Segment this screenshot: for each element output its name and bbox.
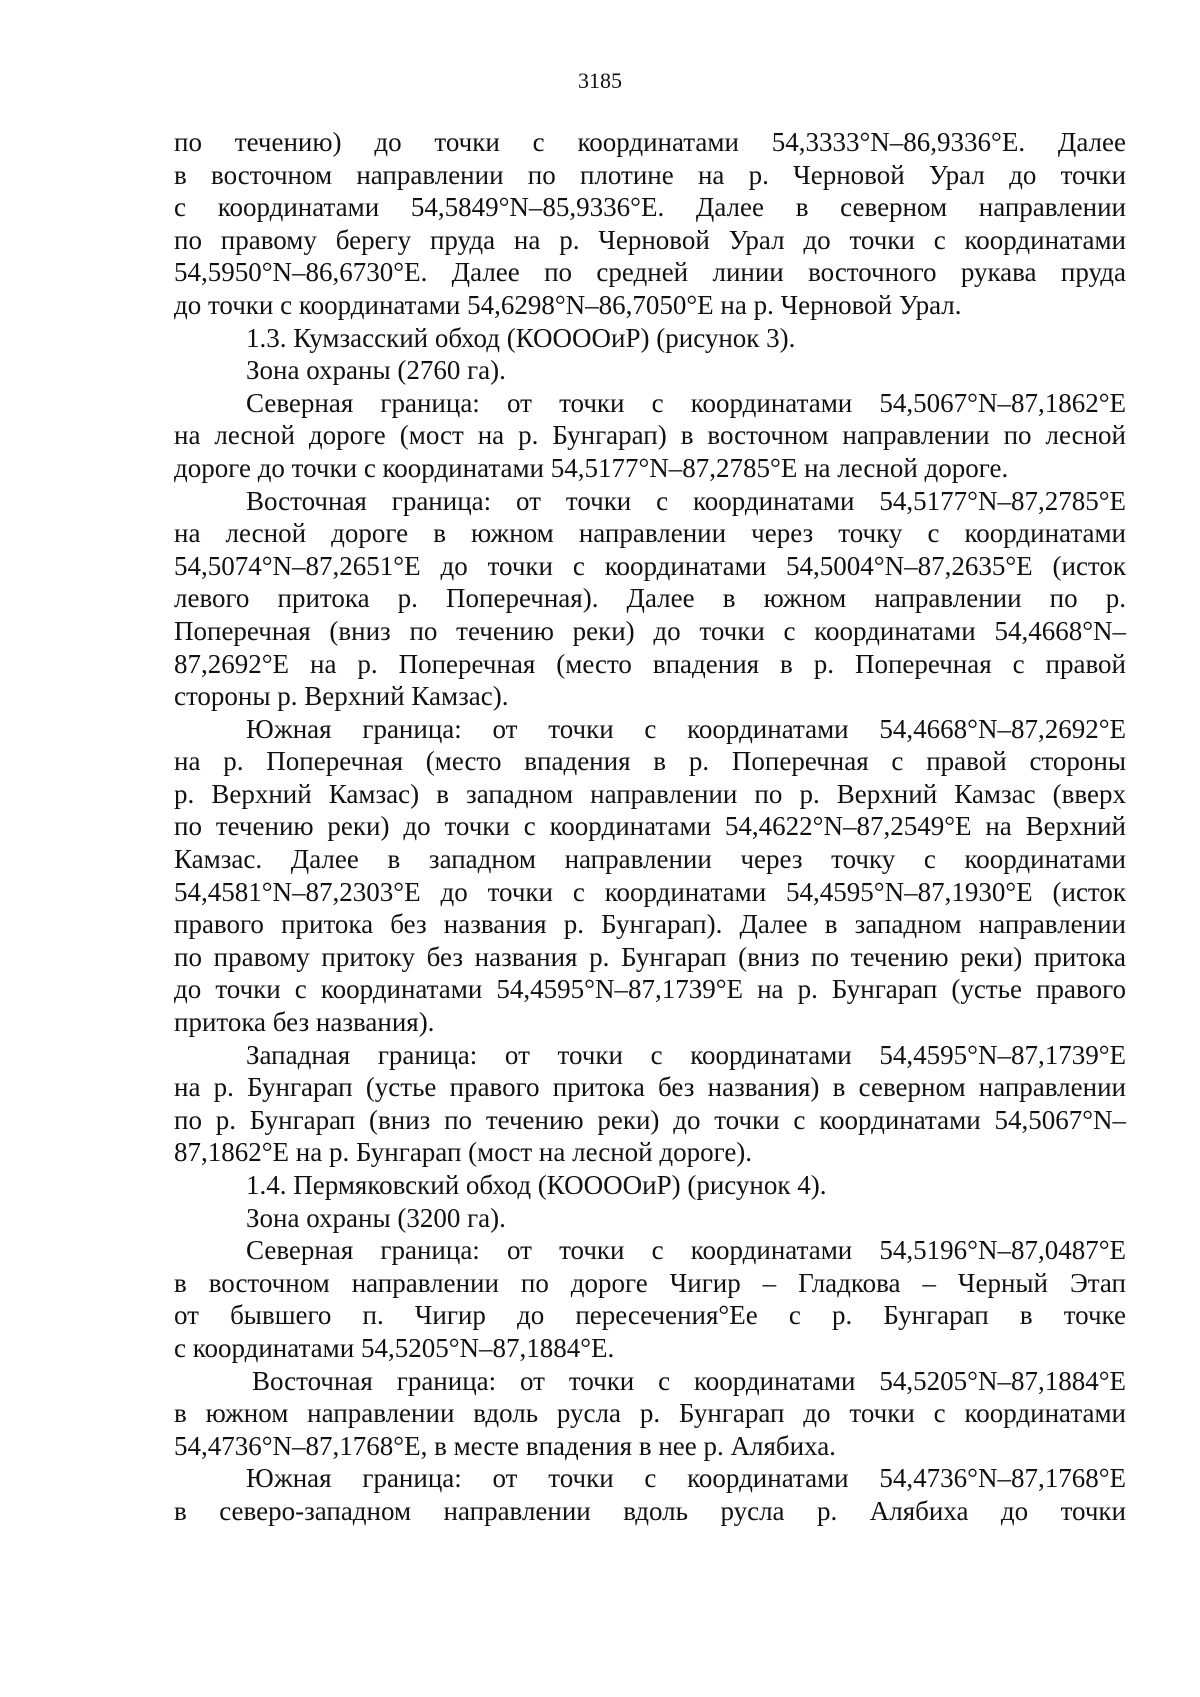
protection-zone: Зона охраны (2760 га). [246,355,506,386]
page-number: 3185 [578,68,622,93]
text-line: на лесной дороге в южном направлении через точку с координатами [174,518,1126,549]
text-line: в северо-западном направлении вдоль русла р. Алябиха до точки [174,1495,1126,1526]
text-line: Восточная граница: от точки с координатами 54,5205°N–87,1884°E [252,1365,1126,1396]
text-line: по течению) до точки с координатами 54,3333°N–86,9336°E. Далее [174,127,1126,157]
text-line: Восточная граница: от точки с координатами 54,5177°N–87,2785°E [246,485,1126,516]
text-line: до точки с координатами 54,4595°N–87,1739°E на р. Бунгарап (устье правого [174,974,1126,1005]
text-line: до точки с координатами 54,6298°N–86,7050°E на р. Черновой Урал. [174,289,962,320]
text-line: стороны р. Верхний Камзас). [174,681,509,712]
text-line: левого притока р. Поперечная). Далее в южном направлении по р. [174,583,1126,614]
text-line: р. Верхний Камзас) в западном направлении по р. Верхний Камзас (вверх [174,778,1126,809]
text-line: с координатами 54,5849°N–85,9336°E. Далее в северном направлении [174,192,1126,223]
text-line: по р. Бунгарап (вниз по течению реки) до точки с координатами 54,5067°N– [174,1104,1126,1135]
text-line: с координатами 54,5205°N–87,1884°E. [174,1332,615,1363]
text-line: в восточном направлении по дороге Чигир – Гладкова – Черный Этап [174,1267,1126,1298]
text-line: Южная граница: от точки с координатами 54,4668°N–87,2692°E [246,713,1126,744]
body-text [174,126,1126,1528]
text-line: по течению реки) до точки с координатами 54,4622°N–87,2549°E на Верхний [174,811,1126,842]
protection-zone: Зона охраны (3200 га). [246,1202,506,1233]
section-heading: 1.4. Пермяковский обход (КООООиР) (рисунок 4). [246,1170,827,1200]
text-line: Южная граница: от точки с координатами 54,4736°N–87,1768°E [246,1463,1126,1494]
text-line: в восточном направлении по плотине на р. Черновой Урал до точки [174,159,1126,190]
text-line: по правому берегу пруда на р. Черновой Урал до точки с координатами [174,224,1126,255]
text-line: Поперечная (вниз по течению реки) до точки с координатами 54,4668°N– [174,615,1126,646]
text-line: на р. Поперечная (место впадения в р. Поперечная с правой стороны [174,746,1126,777]
text-line: 87,2692°E на р. Поперечная (место впадения в р. Поперечная с правой [174,648,1126,679]
text-line: Камзас. Далее в западном направлении через точку с координатами [174,844,1126,875]
text-line: 54,5950°N–86,6730°E. Далее по средней линии восточного рукава пруда [174,257,1126,288]
text-line: дороге до точки с координатами 54,5177°N–87,2785°E на лесной дороге. [174,452,1009,483]
text-line: правого притока без названия р. Бунгарап). Далее в западном направлении [174,909,1126,940]
text-line: от бывшего п. Чигир до пересечения°Ee с р. Бунгарап в точке [174,1300,1126,1331]
text-line: Северная граница: от точки с координатами 54,5067°N–87,1862°E [246,387,1126,418]
text-line: по правому притоку без названия р. Бунгарап (вниз по течению реки) притока [174,941,1126,972]
text-line: Северная граница: от точки с координатами 54,5196°N–87,0487°E [246,1235,1126,1266]
text-line: 54,4736°N–87,1768°E, в месте впадения в нее р. Алябиха. [174,1430,836,1461]
text-line: на р. Бунгарап (устье правого притока без названия) в северном направлении [174,1072,1126,1103]
text-line: притока без названия). [174,1007,435,1038]
text-line: 54,5074°N–87,2651°E до точки с координатами 54,5004°N–87,2635°E (исток [174,550,1126,581]
text-line: 87,1862°E на р. Бунгарап (мост на лесной дороге). [174,1137,753,1168]
text-line: Западная граница: от точки с координатами 54,4595°N–87,1739°E [246,1039,1126,1070]
section-heading: 1.3. Кумзасский обход (КООООиР) (рисунок 3). [246,322,796,353]
text-line: в южном направлении вдоль русла р. Бунгарап до точки с координатами [174,1398,1126,1429]
text-line: 54,4581°N–87,2303°E до точки с координатами 54,4595°N–87,1930°E (исток [174,876,1126,907]
text-line: на лесной дороге (мост на р. Бунгарап) в восточном направлении по лесной [174,420,1126,451]
